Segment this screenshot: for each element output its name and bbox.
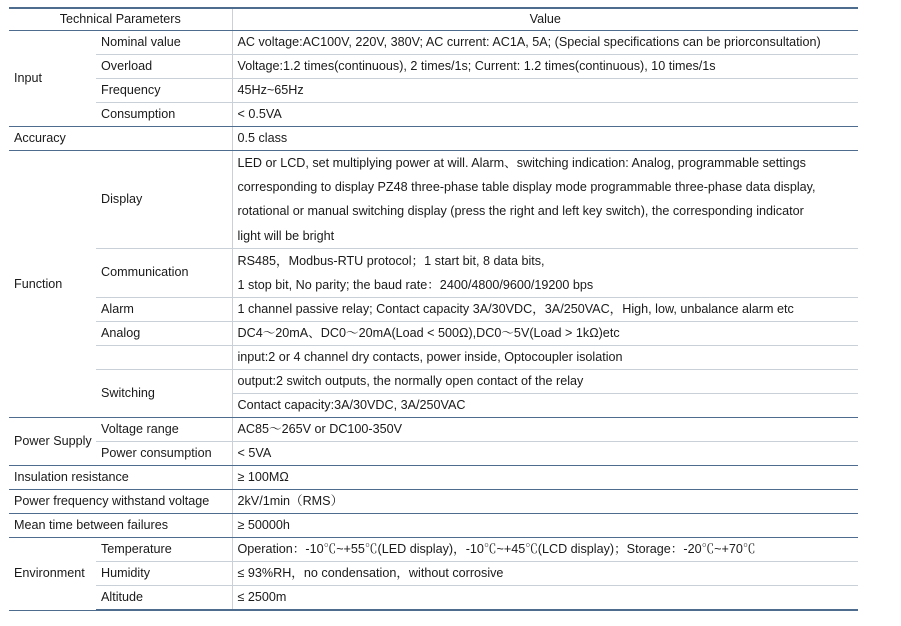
display-line: corresponding to display PZ48 three-phase table display mode programmable three-phase data display, [237, 180, 816, 195]
display-line: rotational or manual switching display (press the right and left key switch), the corresponding indicator [237, 204, 804, 219]
table-row [9, 298, 858, 322]
display-line: light will be bright [237, 228, 335, 243]
switching-label: Switching [96, 370, 232, 418]
temperature-value: Operation：-10℃~+55℃(LED display)，-10℃~+45℃(LCD display)；Storage：-20℃~+70℃ [232, 538, 858, 562]
power-supply-category: Power Supply [9, 418, 96, 466]
table-row [9, 103, 858, 127]
table-row [9, 127, 858, 151]
table-row [9, 248, 858, 297]
humidity-label: Humidity [96, 562, 232, 586]
humidity-value: ≤ 93%RH，no condensation，without corrosive [232, 562, 858, 586]
communication-value [232, 248, 858, 297]
accuracy-value: 0.5 class [232, 127, 858, 151]
table-row [9, 55, 858, 79]
analog-value: DC4～20mA、DC0～20mA(Load < 500Ω),DC0～5V(Load > 1kΩ)etc [232, 322, 858, 346]
table-row [9, 418, 858, 442]
table-row [9, 346, 858, 370]
power-consumption-label: Power consumption [96, 442, 232, 466]
communication-label: Communication [96, 248, 232, 297]
voltage-range-label: Voltage range [96, 418, 232, 442]
table-row [9, 562, 858, 586]
table-row [9, 490, 858, 514]
table-header-row [9, 8, 858, 31]
table-row [9, 151, 858, 249]
table-row [9, 466, 858, 490]
switching-spacer [96, 346, 232, 370]
table-row [9, 442, 858, 466]
communication-line: 1 stop bit, No parity; the baud rate：2400/4800/9600/19200 bps [237, 278, 594, 293]
frequency-label: Frequency [96, 79, 232, 103]
communication-line: RS485，Modbus-RTU protocol；1 start bit, 8 data bits, [237, 253, 545, 268]
analog-label: Analog [96, 322, 232, 346]
insulation-value: ≥ 100MΩ [232, 466, 858, 490]
function-category: Function [9, 151, 96, 418]
environment-category: Environment [9, 538, 96, 611]
table-row [9, 370, 858, 394]
overload-value: Voltage:1.2 times(continuous), 2 times/1s; Current: 1.2 times(continuous), 10 times/1s [232, 55, 858, 79]
display-line: LED or LCD, set multiplying power at will. Alarm、switching indication: Analog, programmable settings [237, 156, 806, 170]
altitude-value: ≤ 2500m [232, 586, 858, 611]
nominal-value-label: Nominal value [96, 31, 232, 55]
switching-capacity-value: Contact capacity:3A/30VDC, 3A/250VAC [232, 394, 858, 418]
display-value [232, 151, 858, 249]
power-consumption-value: < 5VA [232, 442, 858, 466]
frequency-value: 45Hz~65Hz [232, 79, 858, 103]
table-row [9, 322, 858, 346]
value-column-header: Value [232, 8, 858, 31]
input-category: Input [9, 31, 96, 127]
withstand-value: 2kV/1min（RMS） [232, 490, 858, 514]
consumption-label: Consumption [96, 103, 232, 127]
table-row [9, 79, 858, 103]
withstand-category: Power frequency withstand voltage [9, 490, 232, 514]
table-row [9, 31, 858, 55]
display-label: Display [96, 151, 232, 249]
switching-output-value: output:2 switch outputs, the normally open contact of the relay [232, 370, 858, 394]
altitude-label: Altitude [96, 586, 232, 611]
param-column-header: Technical Parameters [9, 8, 232, 31]
alarm-value: 1 channel passive relay; Contact capacity 3A/30VDC，3A/250VAC，High, low, unbalance alarm etc [232, 298, 858, 322]
voltage-range-value: AC85～265V or DC100-350V [232, 418, 858, 442]
mtbf-value: ≥ 50000h [232, 514, 858, 538]
consumption-value: < 0.5VA [232, 103, 858, 127]
accuracy-category: Accuracy [9, 127, 232, 151]
table-row [9, 538, 858, 562]
temperature-label: Temperature [96, 538, 232, 562]
technical-parameters-table [9, 7, 858, 611]
overload-label: Overload [96, 55, 232, 79]
mtbf-category: Mean time between failures [9, 514, 232, 538]
table-row [9, 586, 858, 611]
alarm-label: Alarm [96, 298, 232, 322]
switching-input-value: input:2 or 4 channel dry contacts, power inside, Optocoupler isolation [232, 346, 858, 370]
nominal-value-value: AC voltage:AC100V, 220V, 380V; AC current: AC1A, 5A; (Special specifications can be priorconsultation) [232, 31, 858, 55]
table-row [9, 514, 858, 538]
insulation-category: Insulation resistance [9, 466, 232, 490]
